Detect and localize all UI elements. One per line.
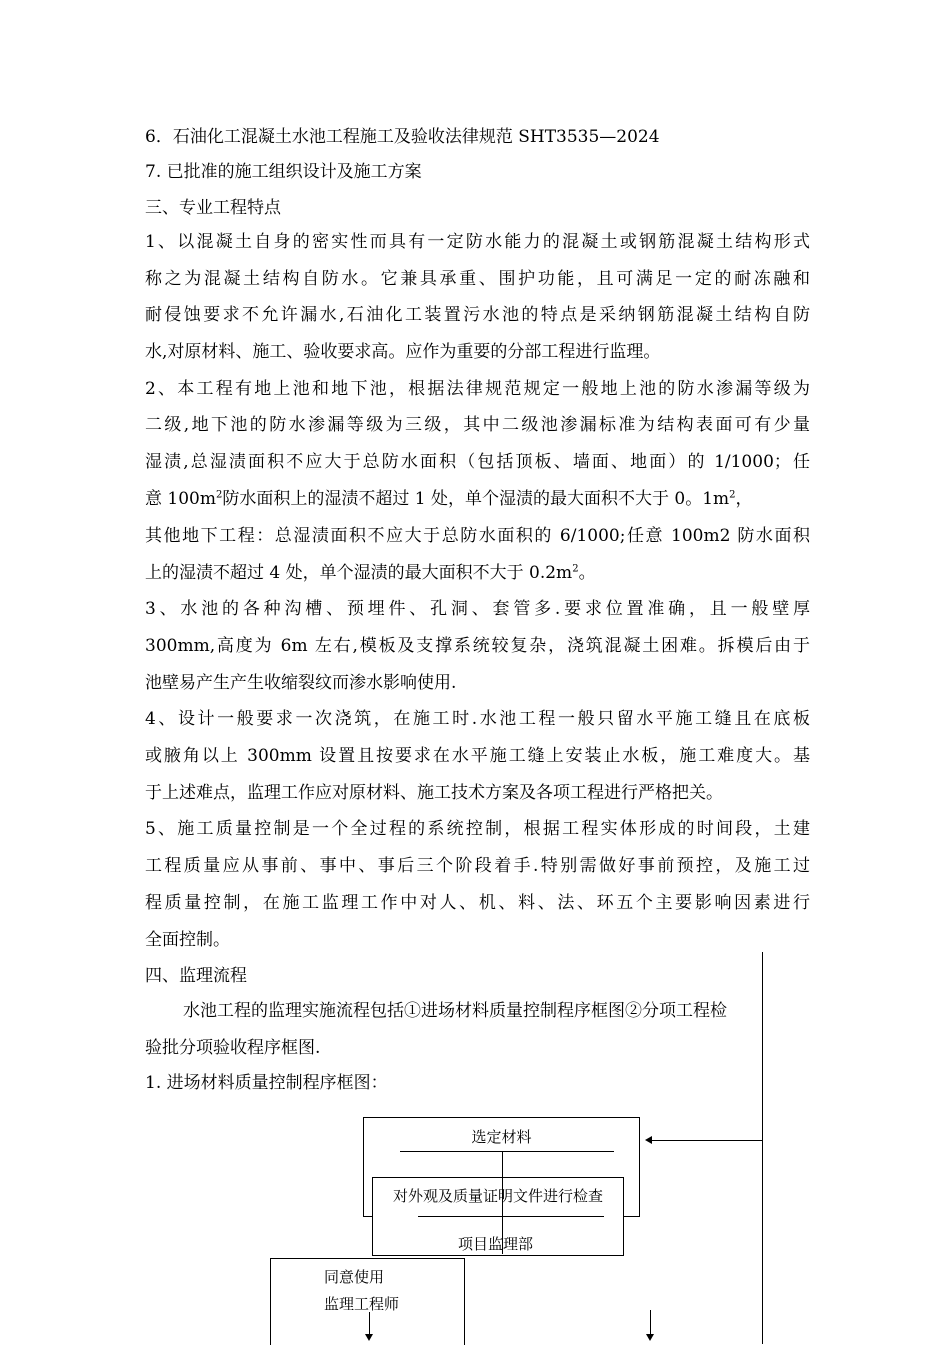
text-line: 1、以混凝土自身的密实性而具有一定防水能力的混凝土或钢筋混凝土结构形式 (145, 232, 810, 252)
divider (400, 1151, 614, 1152)
text-line: 工程质量应从事前、事中、事后三个阶段着手.特别需做好事前预控，及施工过 (145, 856, 810, 876)
connector-line (369, 1312, 370, 1336)
text-line: 程质量控制，在施工监理工作中对人、机、料、法、环五个主要影响因素进行 (145, 893, 810, 913)
text-line: 池壁易产生产生收缩裂纹而渗水影响使用. (145, 673, 457, 693)
text-line: 上的湿渍不超过 4 处，单个湿渍的最大面积不大于 $0.2m^2$。 (145, 563, 596, 583)
arrow-down-icon (646, 1334, 654, 1341)
text-line: 6．石油化工混凝土水池工程施工及验收法律规范 SHT3535—2024 (145, 127, 660, 147)
flow-box-title: 选定材料 (471, 1128, 532, 1146)
section-heading: 三、专业工程特点 (145, 198, 281, 218)
arrow-down-icon (365, 1334, 373, 1341)
connector-line (650, 1310, 651, 1336)
text-line: 称之为混凝土结构自防水。它兼具承重、围护功能，且可满足一定的耐冻融和 (145, 269, 810, 289)
text-line: 5、施工质量控制是一个全过程的系统控制，根据工程实体形成的时间段，土建 (145, 819, 810, 839)
text-line: 或腋角以上 300mm 设置且按要求在水平施工缝上安装止水板，施工难度大。基 (145, 746, 810, 766)
text-line: 湿渍,总湿渍面积不应大于总防水面积（包括顶板、墙面、地面）的 1/1000；任 (145, 452, 810, 472)
text-line: 于上述难点，监理工作应对原材料、施工技术方案及各项工程进行严格把关。 (145, 783, 723, 803)
subsection-heading: 1. 进场材料质量控制程序框图： (145, 1073, 388, 1093)
text-line: 水,对原材料、施工、验收要求高。应作为重要的分部工程进行监理。 (145, 342, 661, 362)
text-line: 全面控制。 (145, 930, 230, 950)
feedback-arrow-line (652, 1140, 762, 1141)
text-line: 300mm,高度为 6m 左右,模板及支撑系统较复杂，浇筑混凝土困难。拆模后由于 (145, 636, 810, 656)
text-line: 耐侵蚀要求不允许漏水,石油化工装置污水池的特点是采纳钢筋混凝土结构自防 (145, 305, 810, 325)
connector-line (502, 1152, 503, 1254)
flow-box-title: 对外观及质量证明文件进行检查 (392, 1187, 603, 1205)
text-line: 验批分项验收程序框图. (145, 1038, 321, 1058)
text-line: 意 $100m^2$防水面积上的湿渍不超过 1 处，单个湿渍的最大面积不大于 0。$1m^2$， (145, 489, 753, 509)
text-line: 3、水池的各种沟槽、预埋件、孔洞、套管多.要求位置准确，且一般壁厚 (145, 599, 810, 619)
text-line: 水池工程的监理实施流程包括①进场材料质量控制程序框图②分项工程检 (183, 1001, 727, 1021)
flow-box-title: 同意使用 (324, 1268, 385, 1286)
text-line: 二级,地下池的防水渗漏等级为三级，其中二级池渗漏标准为结构表面可有少量 (145, 415, 810, 435)
text-line: 其他地下工程：总湿渍面积不应大于总防水面积的 6/1000;任意 100m2 防水面积 (145, 526, 810, 546)
text-line: 2、本工程有地上池和地下池，根据法律规范规定一般地上池的防水渗漏等级为 (145, 379, 810, 399)
text-line: 4、设计一般要求一次浇筑，在施工时.水池工程一般只留水平施工缝且在底板 (145, 709, 810, 729)
flow-box-footer: 项目监理部 (458, 1235, 534, 1253)
arrow-left-icon (645, 1136, 652, 1144)
section-heading: 四、监理流程 (145, 966, 247, 986)
text-line: 7. 已批准的施工组织设计及施工方案 (145, 162, 422, 182)
divider (418, 1216, 604, 1217)
feedback-line (762, 952, 763, 1344)
flow-box-footer: 监理工程师 (324, 1295, 400, 1313)
